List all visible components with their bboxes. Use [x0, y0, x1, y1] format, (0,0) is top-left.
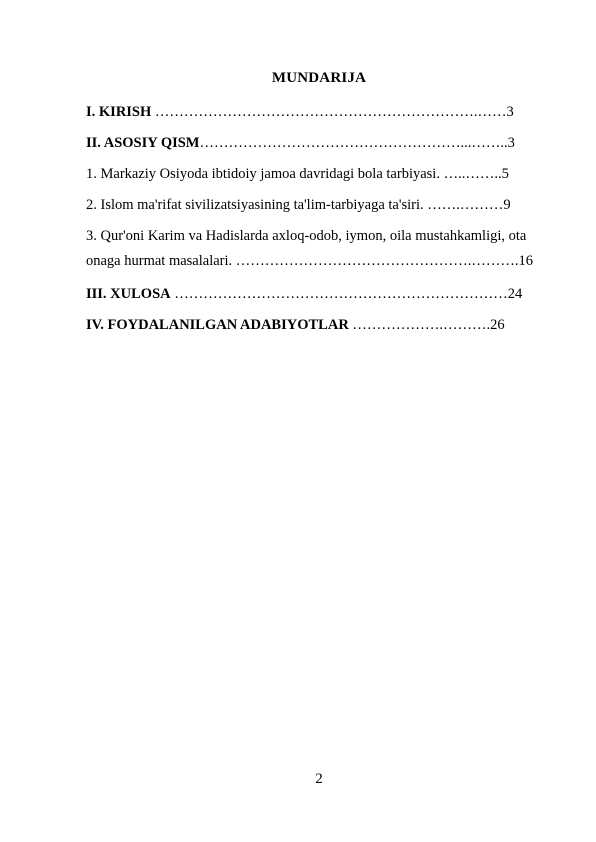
toc-entry-leader: ………………………………………………...…….. [199, 135, 508, 151]
page-number: 2 [315, 771, 323, 787]
toc-entry-line2 [86, 249, 546, 274]
toc-entry-label-line1: 3. Qur'oni Karim va Hadislarda axloq-odob, iymon, oila mustahkamligi, ota [86, 228, 527, 244]
toc-entry-page: 9 [503, 197, 511, 213]
toc-entry-label: IV. FOYDALANILGAN ADABIYOTLAR [86, 317, 349, 333]
toc-entry-leader: …..…….. [439, 166, 502, 182]
toc-entry-asosiy-qism [86, 131, 546, 156]
toc-entry-label: II. ASOSIY QISM [86, 135, 200, 151]
toc-entry-adabiyotlar [86, 313, 546, 338]
toc-entry-label: III. XULOSA [86, 286, 171, 302]
toc-entry-xulosa [86, 282, 546, 307]
toc-entry-page: 24 [507, 286, 523, 302]
toc-entry-leader: ………………………………………….………. [232, 253, 519, 269]
toc-entry-leader: ………………………………………………………….…… [151, 104, 507, 120]
toc-entry-page: 3 [507, 135, 515, 151]
toc-entry-label: 1. Markaziy Osiyoda ibtidoiy jamoa davridagi bola tarbiyasi. [86, 166, 440, 182]
toc-entry-label: 2. Islom ma'rifat sivilizatsiyasining ta'lim-tarbiyaga ta'siri. [86, 197, 424, 213]
toc-entry-kirish [86, 100, 546, 125]
table-of-contents [86, 100, 546, 344]
toc-entry-label: I. KIRISH [86, 104, 152, 120]
toc-entry-page: 5 [501, 166, 509, 182]
toc-entry-section-2 [86, 193, 546, 218]
toc-entry-section-1 [86, 162, 546, 187]
toc-entry-leader: ……………….………. [348, 317, 491, 333]
toc-entry-leader: …….……… [423, 197, 504, 213]
toc-entry-page: 3 [506, 104, 514, 120]
toc-entry-leader: …………………………………………………………… [170, 286, 508, 302]
toc-entry-section-3 [86, 224, 546, 274]
toc-entry-page: 26 [490, 317, 505, 333]
page-title: MUNDARIJA [271, 70, 367, 86]
toc-entry-page: 16 [518, 253, 534, 269]
toc-entry-label-line2: onaga hurmat masalalari. [86, 253, 233, 269]
